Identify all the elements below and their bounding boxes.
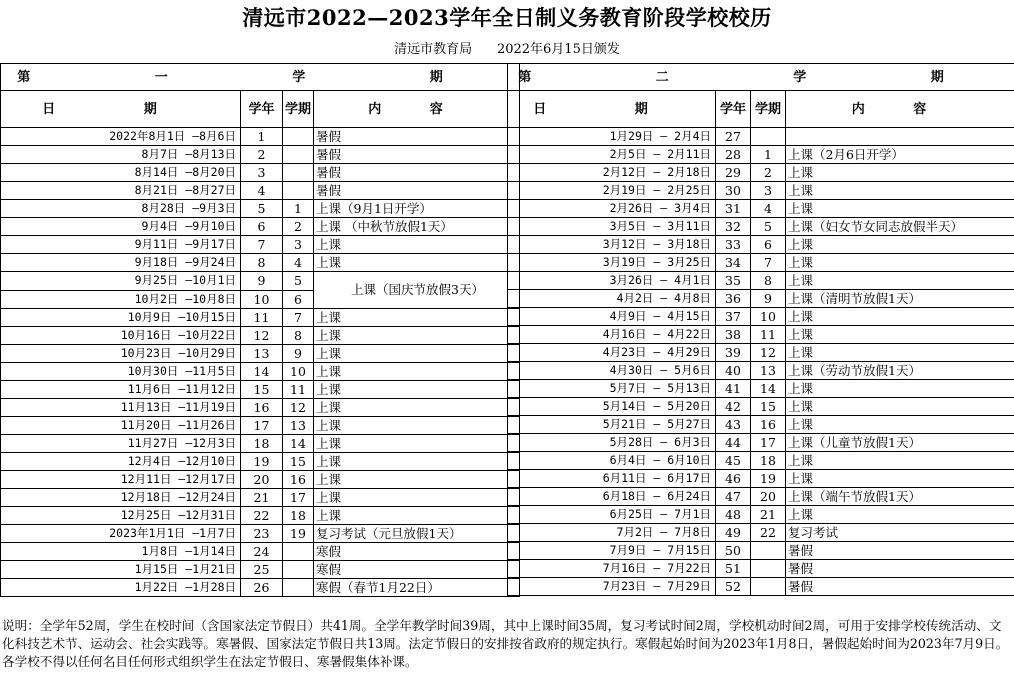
table-row [508, 236, 1014, 254]
year-week-number: 24 [241, 543, 283, 561]
term-week-number: 17 [751, 434, 786, 452]
week-content: 暑假 [786, 542, 1014, 560]
year-week-number: 22 [241, 507, 283, 525]
term-week-number: 4 [283, 254, 314, 272]
week-content: 上课 [786, 182, 1014, 200]
year-week-number: 32 [716, 218, 751, 236]
year-week-number: 45 [716, 452, 751, 470]
table-row [508, 146, 1014, 164]
week-content: 上课（儿童节放假1天） [786, 434, 1014, 452]
week-date-range: 1月29日 — 2月4日 [508, 128, 716, 146]
year-week-number: 15 [241, 381, 283, 399]
table-row [508, 524, 1014, 542]
week-content: 上课 [314, 417, 520, 435]
table-row [1, 200, 520, 218]
issue-date: 2022年6月15日颁发 [496, 42, 620, 57]
term-week-number: 5 [283, 272, 314, 291]
year-week-number: 50 [716, 542, 751, 560]
term-week-number: 11 [751, 326, 786, 344]
week-content: 复习考试（元旦放假1天） [314, 525, 520, 543]
week-content: 上课 [786, 506, 1014, 524]
term-week-number: 16 [751, 416, 786, 434]
table-row [508, 452, 1014, 470]
week-date-range: 8月14日 —8月20日 [1, 164, 241, 182]
year-week-number: 2 [241, 146, 283, 164]
content-header: 内 容 [314, 91, 520, 128]
week-date-range: 10月2日 —10月8日 [1, 290, 241, 309]
week-date-range: 1月8日 —1月14日 [1, 543, 241, 561]
term-week-number: 4 [751, 200, 786, 218]
week-date-range: 10月16日 —10月22日 [1, 327, 241, 345]
term-week-number [751, 542, 786, 560]
year-week-number: 31 [716, 200, 751, 218]
week-content: 上课 [786, 398, 1014, 416]
term-week-number: 10 [283, 363, 314, 381]
table-row [1, 164, 520, 182]
week-content: 上课 [786, 308, 1014, 326]
term-week-number: 21 [751, 506, 786, 524]
year-week-number: 35 [716, 272, 751, 290]
week-date-range: 3月5日 — 3月11日 [508, 218, 716, 236]
year-week-number: 12 [241, 327, 283, 345]
week-date-range: 10月23日 —10月29日 [1, 345, 241, 363]
term-week-number: 6 [751, 236, 786, 254]
week-date-range: 3月12日 — 3月18日 [508, 236, 716, 254]
week-date-range: 7月2日 — 7月8日 [508, 524, 716, 542]
year-week-number: 27 [716, 128, 751, 146]
week-content: 上课 [314, 489, 520, 507]
table-row [508, 200, 1014, 218]
table-row [508, 362, 1014, 380]
table-row [508, 578, 1014, 596]
semester-1-header: 第 一 学 期 [1, 64, 520, 91]
week-date-range: 4月16日 — 4月22日 [508, 326, 716, 344]
table-row [508, 398, 1014, 416]
table-row [508, 326, 1014, 344]
week-content: 上课 [786, 236, 1014, 254]
table-row [508, 344, 1014, 362]
week-date-range: 12月25日 —12月31日 [1, 507, 241, 525]
year-week-number: 6 [241, 218, 283, 236]
week-content: 寒假 [314, 543, 520, 561]
week-date-range: 4月30日 — 5月6日 [508, 362, 716, 380]
week-content: 上课（劳动节放假1天） [786, 362, 1014, 380]
year-week-number: 40 [716, 362, 751, 380]
term-week-number: 20 [751, 488, 786, 506]
term-week-number: 1 [283, 200, 314, 218]
year-week-number: 21 [241, 489, 283, 507]
year-week-number: 5 [241, 200, 283, 218]
table-row [508, 164, 1014, 182]
term-week-number: 8 [283, 327, 314, 345]
term-week-number: 3 [283, 236, 314, 254]
week-date-range: 5月28日 — 6月3日 [508, 434, 716, 452]
table-row [508, 218, 1014, 236]
week-date-range: 6月18日 — 6月24日 [508, 488, 716, 506]
week-date-range: 11月27日 —12月3日 [1, 435, 241, 453]
table-row [1, 525, 520, 543]
year-week-number: 3 [241, 164, 283, 182]
year-week-number: 47 [716, 488, 751, 506]
table-row [508, 506, 1014, 524]
year-week-number: 41 [716, 380, 751, 398]
week-content: 上课（清明节放假1天） [786, 290, 1014, 308]
table-row [1, 579, 520, 597]
term-week-number: 10 [751, 308, 786, 326]
year-week-number: 49 [716, 524, 751, 542]
week-content: 上课（国庆节放假3天） [314, 272, 520, 309]
year-week-number: 17 [241, 417, 283, 435]
week-date-range: 9月4日 —9月10日 [1, 218, 241, 236]
week-content: 上课 [786, 470, 1014, 488]
table-row [508, 542, 1014, 560]
table-row [508, 182, 1014, 200]
year-week-header: 学年 [241, 91, 283, 128]
week-date-range: 2月26日 — 3月4日 [508, 200, 716, 218]
table-row [508, 290, 1014, 308]
week-content: 上课（妇女节女同志放假半天） [786, 218, 1014, 236]
term-week-number [283, 182, 314, 200]
week-date-range: 3月26日 — 4月1日 [508, 272, 716, 290]
year-week-number: 37 [716, 308, 751, 326]
year-week-number: 43 [716, 416, 751, 434]
term-week-number [283, 579, 314, 597]
term-week-number: 13 [283, 417, 314, 435]
week-date-range: 7月23日 — 7月29日 [508, 578, 716, 596]
week-content: 暑假 [786, 560, 1014, 578]
semester-1-body [1, 128, 520, 597]
week-date-range: 9月11日 —9月17日 [1, 236, 241, 254]
term-week-number: 19 [751, 470, 786, 488]
week-date-range: 6月4日 — 6月10日 [508, 452, 716, 470]
week-date-range: 5月14日 — 5月20日 [508, 398, 716, 416]
table-row [1, 489, 520, 507]
term-week-number: 22 [751, 524, 786, 542]
year-week-number: 1 [241, 128, 283, 146]
term-week-header: 学期 [283, 91, 314, 128]
content-header: 内 容 [786, 91, 1014, 128]
week-date-range: 8月21日 —8月27日 [1, 182, 241, 200]
year-week-number: 9 [241, 272, 283, 291]
week-date-range: 2023年1月1日 —1月7日 [1, 525, 241, 543]
table-row [508, 488, 1014, 506]
week-content: 上课 [786, 344, 1014, 362]
week-content: 上课（9月1日开学） [314, 200, 520, 218]
term-week-number: 7 [751, 254, 786, 272]
week-content: 上课（2月6日开学） [786, 146, 1014, 164]
table-row [508, 272, 1014, 290]
week-date-range: 12月4日 —12月10日 [1, 453, 241, 471]
year-week-number: 48 [716, 506, 751, 524]
week-date-range: 5月7日 — 5月13日 [508, 380, 716, 398]
term-week-number: 12 [751, 344, 786, 362]
week-content: 上课 [314, 471, 520, 489]
term-week-number: 2 [751, 164, 786, 182]
term-week-number: 3 [751, 182, 786, 200]
week-content: 上课 [786, 272, 1014, 290]
year-week-number: 11 [241, 309, 283, 327]
week-date-range: 9月25日 —10月1日 [1, 272, 241, 291]
year-week-number: 8 [241, 254, 283, 272]
week-date-range: 10月30日 —11月5日 [1, 363, 241, 381]
week-date-range: 11月6日 —11月12日 [1, 381, 241, 399]
table-row [1, 507, 520, 525]
term-week-number [283, 561, 314, 579]
week-content: 暑假 [314, 128, 520, 146]
table-row [1, 146, 520, 164]
semester-2-header: 第 二 学 期 [508, 64, 1014, 91]
week-content: 暑假 [314, 164, 520, 182]
term-week-number: 17 [283, 489, 314, 507]
week-content: 上课 [786, 380, 1014, 398]
page-title: 清远市2022—2023学年全日制义务教育阶段学校校历 [242, 5, 772, 30]
term-week-number [283, 128, 314, 146]
week-date-range: 2022年8月1日 —8月6日 [1, 128, 241, 146]
term-week-number [751, 560, 786, 578]
table-row [508, 380, 1014, 398]
week-content: 上课 [314, 327, 520, 345]
week-content: 上课 [314, 435, 520, 453]
table-row [1, 309, 520, 327]
term-week-number: 14 [751, 380, 786, 398]
year-week-number: 13 [241, 345, 283, 363]
term-week-number [283, 543, 314, 561]
semester-1-table [0, 63, 520, 597]
table-row [1, 327, 520, 345]
week-date-range: 9月18日 —9月24日 [1, 254, 241, 272]
week-content: 寒假（春节1月22日） [314, 579, 520, 597]
term-week-number: 15 [283, 453, 314, 471]
week-content: 上课 [786, 254, 1014, 272]
year-week-number: 46 [716, 470, 751, 488]
semester-2-table [507, 63, 1014, 596]
week-content: 上课 [786, 416, 1014, 434]
table-row [508, 416, 1014, 434]
table-row [1, 435, 520, 453]
table-row [1, 345, 520, 363]
year-week-number: 42 [716, 398, 751, 416]
week-date-range: 10月9日 —10月15日 [1, 309, 241, 327]
week-date-range: 1月22日 —1月28日 [1, 579, 241, 597]
year-week-number: 18 [241, 435, 283, 453]
week-content: 上课 [314, 453, 520, 471]
term-week-number [751, 578, 786, 596]
table-row [1, 417, 520, 435]
term-week-number: 16 [283, 471, 314, 489]
term-week-number: 18 [283, 507, 314, 525]
year-week-number: 23 [241, 525, 283, 543]
table-row [1, 561, 520, 579]
week-date-range: 4月23日 — 4月29日 [508, 344, 716, 362]
table-row [1, 236, 520, 254]
week-content: 暑假 [314, 182, 520, 200]
table-row [1, 363, 520, 381]
week-date-range: 6月11日 — 6月17日 [508, 470, 716, 488]
term-week-number: 7 [283, 309, 314, 327]
week-date-range: 3月19日 — 3月25日 [508, 254, 716, 272]
week-content: 上课 [314, 507, 520, 525]
week-content: 寒假 [314, 561, 520, 579]
week-date-range: 8月28日 —9月3日 [1, 200, 241, 218]
table-row [508, 308, 1014, 326]
week-date-range: 12月11日 —12月17日 [1, 471, 241, 489]
table-row [1, 182, 520, 200]
year-week-number: 38 [716, 326, 751, 344]
year-week-number: 39 [716, 344, 751, 362]
week-date-range: 7月9日 — 7月15日 [508, 542, 716, 560]
term-week-number: 2 [283, 218, 314, 236]
week-date-range: 7月16日 — 7月22日 [508, 560, 716, 578]
year-week-number: 20 [241, 471, 283, 489]
term-week-number [283, 146, 314, 164]
term-week-number: 1 [751, 146, 786, 164]
year-week-number: 4 [241, 182, 283, 200]
week-date-range: 6月25日 — 7月1日 [508, 506, 716, 524]
year-week-number: 34 [716, 254, 751, 272]
explanatory-note: 说明：全学年52周，学生在校时间（含国家法定节假日）共41周。全学年教学时间39周，其中上课时间35周，复习考试时间2周，学校机动时间2周，可用于安排学校传统活动、文化科技艺术节、运动会、社会实践等。寒暑假、国家法定节假日共13周。法定节假日的安排按省政府的规定执行。寒假起始时间为2023年1月8日，暑假起始时间为2023年7月9日。各学校不得以任何名目任何形式组织学生在法定节假日、寒暑假集体补课。 [2, 618, 1009, 669]
date-header: 日 期 [508, 91, 716, 128]
week-content: 暑假 [786, 578, 1014, 596]
week-date-range: 11月20日 —11月26日 [1, 417, 241, 435]
year-week-number: 33 [716, 236, 751, 254]
year-week-number: 19 [241, 453, 283, 471]
year-week-header: 学年 [716, 91, 751, 128]
table-row [508, 254, 1014, 272]
term-week-number [751, 128, 786, 146]
term-week-number: 18 [751, 452, 786, 470]
year-week-number: 51 [716, 560, 751, 578]
term-week-number: 19 [283, 525, 314, 543]
table-row [1, 272, 520, 291]
week-content: 上课 [314, 399, 520, 417]
table-row [508, 470, 1014, 488]
week-date-range: 12月18日 —12月24日 [1, 489, 241, 507]
week-content: 上课 [314, 236, 520, 254]
semester-2-body [508, 128, 1014, 596]
year-week-number: 44 [716, 434, 751, 452]
week-content: 上课 [314, 345, 520, 363]
year-week-number: 26 [241, 579, 283, 597]
year-week-number: 7 [241, 236, 283, 254]
week-date-range: 2月19日 — 2月25日 [508, 182, 716, 200]
table-row [1, 471, 520, 489]
term-week-number [283, 164, 314, 182]
table-row [1, 399, 520, 417]
table-row [1, 128, 520, 146]
term-week-number: 9 [283, 345, 314, 363]
year-week-number: 28 [716, 146, 751, 164]
week-content: 复习考试 [786, 524, 1014, 542]
term-week-number: 15 [751, 398, 786, 416]
year-week-number: 36 [716, 290, 751, 308]
table-row [1, 218, 520, 236]
term-week-number: 12 [283, 399, 314, 417]
year-week-number: 25 [241, 561, 283, 579]
week-content: 上课 [314, 309, 520, 327]
week-content: 上课 （中秋节放假1天） [314, 218, 520, 236]
year-week-number: 29 [716, 164, 751, 182]
year-week-number: 52 [716, 578, 751, 596]
week-content: 上课 [786, 164, 1014, 182]
year-week-number: 30 [716, 182, 751, 200]
week-date-range: 11月13日 —11月19日 [1, 399, 241, 417]
week-date-range: 1月15日 —1月21日 [1, 561, 241, 579]
semester-2-panel [507, 63, 1014, 596]
year-week-number: 14 [241, 363, 283, 381]
week-content: 上课（端午节放假1天） [786, 488, 1014, 506]
term-week-number: 8 [751, 272, 786, 290]
table-row [1, 254, 520, 272]
week-date-range: 2月12日 — 2月18日 [508, 164, 716, 182]
week-content: 上课 [314, 363, 520, 381]
week-date-range: 2月5日 — 2月11日 [508, 146, 716, 164]
term-week-number: 9 [751, 290, 786, 308]
week-content: 暑假 [314, 146, 520, 164]
week-content: 上课 [314, 254, 520, 272]
term-week-header: 学期 [751, 91, 786, 128]
week-date-range: 8月7日 —8月13日 [1, 146, 241, 164]
week-content: 上课 [786, 326, 1014, 344]
issue-line [0, 42, 1014, 58]
date-header: 日 期 [1, 91, 241, 128]
term-week-number: 14 [283, 435, 314, 453]
year-week-number: 10 [241, 290, 283, 309]
semester-1-panel [0, 63, 507, 597]
term-week-number: 6 [283, 290, 314, 309]
week-content: 上课 [786, 452, 1014, 470]
week-content: 上课 [786, 200, 1014, 218]
table-row [508, 128, 1014, 146]
table-row [508, 434, 1014, 452]
year-week-number: 16 [241, 399, 283, 417]
week-date-range: 5月21日 — 5月27日 [508, 416, 716, 434]
week-date-range: 4月2日 — 4月8日 [508, 290, 716, 308]
week-content: 上课 [314, 381, 520, 399]
term-week-number: 11 [283, 381, 314, 399]
table-row [1, 453, 520, 471]
table-row [508, 560, 1014, 578]
table-row [1, 543, 520, 561]
week-date-range: 4月9日 — 4月15日 [508, 308, 716, 326]
term-week-number: 13 [751, 362, 786, 380]
table-row [1, 381, 520, 399]
issuer: 清远市教育局 [394, 42, 473, 57]
term-week-number: 5 [751, 218, 786, 236]
